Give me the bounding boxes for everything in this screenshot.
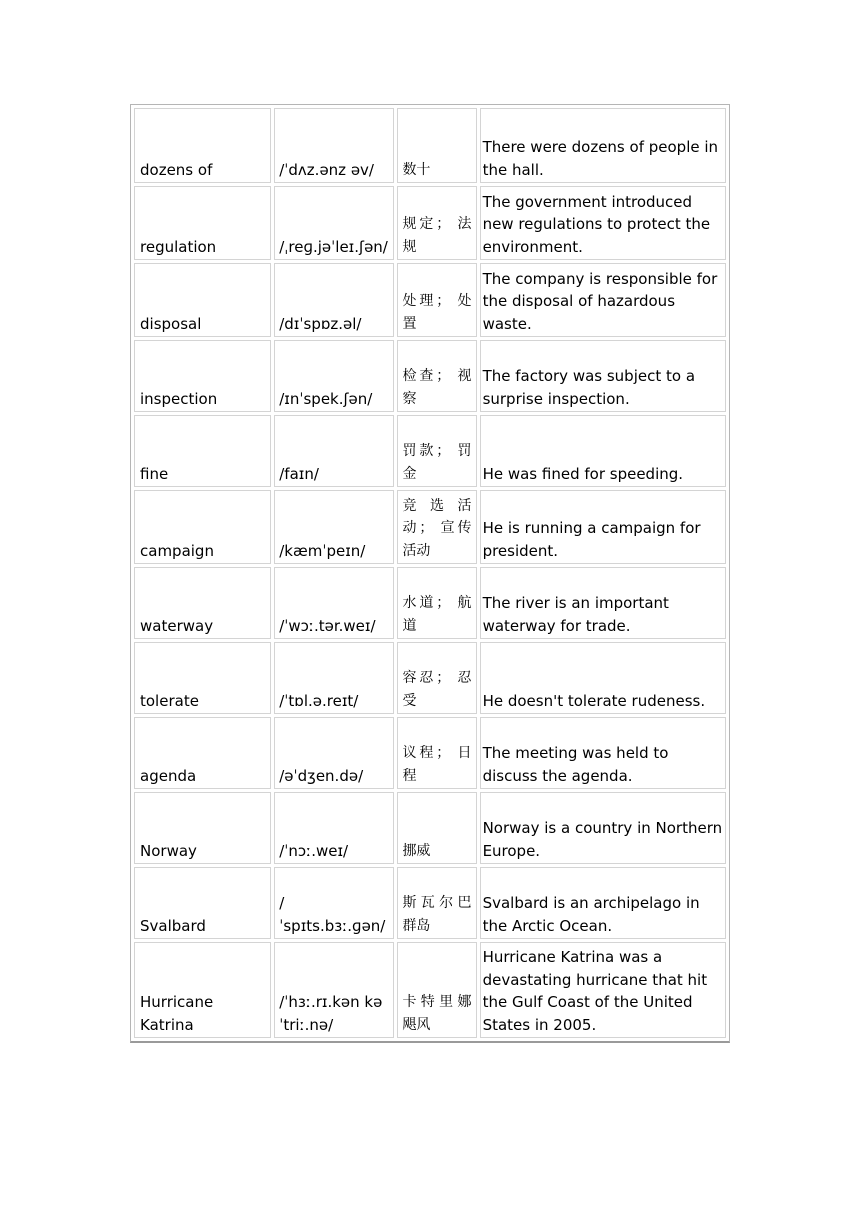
phonetic-cell: /ˈdʌz.ənz əv/ — [274, 108, 394, 183]
word-cell: Norway — [134, 792, 271, 864]
word-cell: Svalbard — [134, 867, 271, 939]
chinese-meaning-cell: 数十 — [397, 108, 476, 183]
phonetic-cell: /ˈtɒl.ə.reɪt/ — [274, 642, 394, 714]
phonetic-cell: /ɪnˈspek.ʃən/ — [274, 340, 394, 412]
example-sentence-cell: The company is responsible for the disposal of hazardous waste. — [480, 263, 726, 337]
vocabulary-table-body — [134, 108, 726, 1038]
word-cell: waterway — [134, 567, 271, 639]
chinese-meaning-cell: 水道； 航道 — [397, 567, 476, 639]
phonetic-cell: /ˈnɔː.weɪ/ — [274, 792, 394, 864]
table-row — [134, 490, 726, 564]
example-sentence-cell: He is running a campaign for president. — [480, 490, 726, 564]
chinese-meaning-cell: 卡特里娜飓风 — [397, 942, 476, 1038]
example-sentence-cell: He was fined for speeding. — [480, 415, 726, 487]
phonetic-cell: /ˌreɡ.jəˈleɪ.ʃən/ — [274, 186, 394, 260]
example-sentence-cell: There were dozens of people in the hall. — [480, 108, 726, 183]
table-row — [134, 415, 726, 487]
chinese-meaning-cell: 竞选活动； 宣传活动 — [397, 490, 476, 564]
table-row — [134, 567, 726, 639]
example-sentence-cell: The factory was subject to a surprise inspection. — [480, 340, 726, 412]
chinese-meaning-cell: 容忍； 忍受 — [397, 642, 476, 714]
phonetic-cell: /kæmˈpeɪn/ — [274, 490, 394, 564]
word-cell: fine — [134, 415, 271, 487]
example-sentence-cell: The river is an important waterway for trade. — [480, 567, 726, 639]
phonetic-cell: /əˈdʒen.də/ — [274, 717, 394, 789]
chinese-meaning-cell: 处理； 处置 — [397, 263, 476, 337]
table-row — [134, 792, 726, 864]
chinese-meaning-cell: 罚款； 罚金 — [397, 415, 476, 487]
chinese-meaning-cell: 检查； 视察 — [397, 340, 476, 412]
vocabulary-table — [130, 104, 730, 1043]
word-cell: tolerate — [134, 642, 271, 714]
chinese-meaning-cell: 斯瓦尔巴群岛 — [397, 867, 476, 939]
table-row — [134, 942, 726, 1038]
table-row — [134, 867, 726, 939]
word-cell: dozens of — [134, 108, 271, 183]
example-sentence-cell: Hurricane Katrina was a devastating hurricane that hit the Gulf Coast of the United States in 2005. — [480, 942, 726, 1038]
word-cell: disposal — [134, 263, 271, 337]
table-row — [134, 340, 726, 412]
example-sentence-cell: He doesn't tolerate rudeness. — [480, 642, 726, 714]
chinese-meaning-cell: 挪威 — [397, 792, 476, 864]
word-cell: regulation — [134, 186, 271, 260]
table-row — [134, 717, 726, 789]
chinese-meaning-cell: 规定； 法规 — [397, 186, 476, 260]
example-sentence-cell: The meeting was held to discuss the agenda. — [480, 717, 726, 789]
table-row — [134, 186, 726, 260]
example-sentence-cell: Norway is a country in Northern Europe. — [480, 792, 726, 864]
table-row — [134, 642, 726, 714]
chinese-meaning-cell: 议程； 日程 — [397, 717, 476, 789]
example-sentence-cell: The government introduced new regulations to protect the environment. — [480, 186, 726, 260]
phonetic-cell: /ˈwɔː.tər.weɪ/ — [274, 567, 394, 639]
table-row — [134, 263, 726, 337]
word-cell: Hurricane Katrina — [134, 942, 271, 1038]
example-sentence-cell: Svalbard is an archipelago in the Arctic Ocean. — [480, 867, 726, 939]
phonetic-cell: /dɪˈspɒz.əl/ — [274, 263, 394, 337]
word-cell: inspection — [134, 340, 271, 412]
word-cell: campaign — [134, 490, 271, 564]
table-row — [134, 108, 726, 183]
phonetic-cell: /ˈhɜː.rɪ.kən kəˈtriː.nə/ — [274, 942, 394, 1038]
word-cell: agenda — [134, 717, 271, 789]
phonetic-cell: /faɪn/ — [274, 415, 394, 487]
phonetic-cell: /ˈspɪts.bɜː.ɡən/ — [274, 867, 394, 939]
